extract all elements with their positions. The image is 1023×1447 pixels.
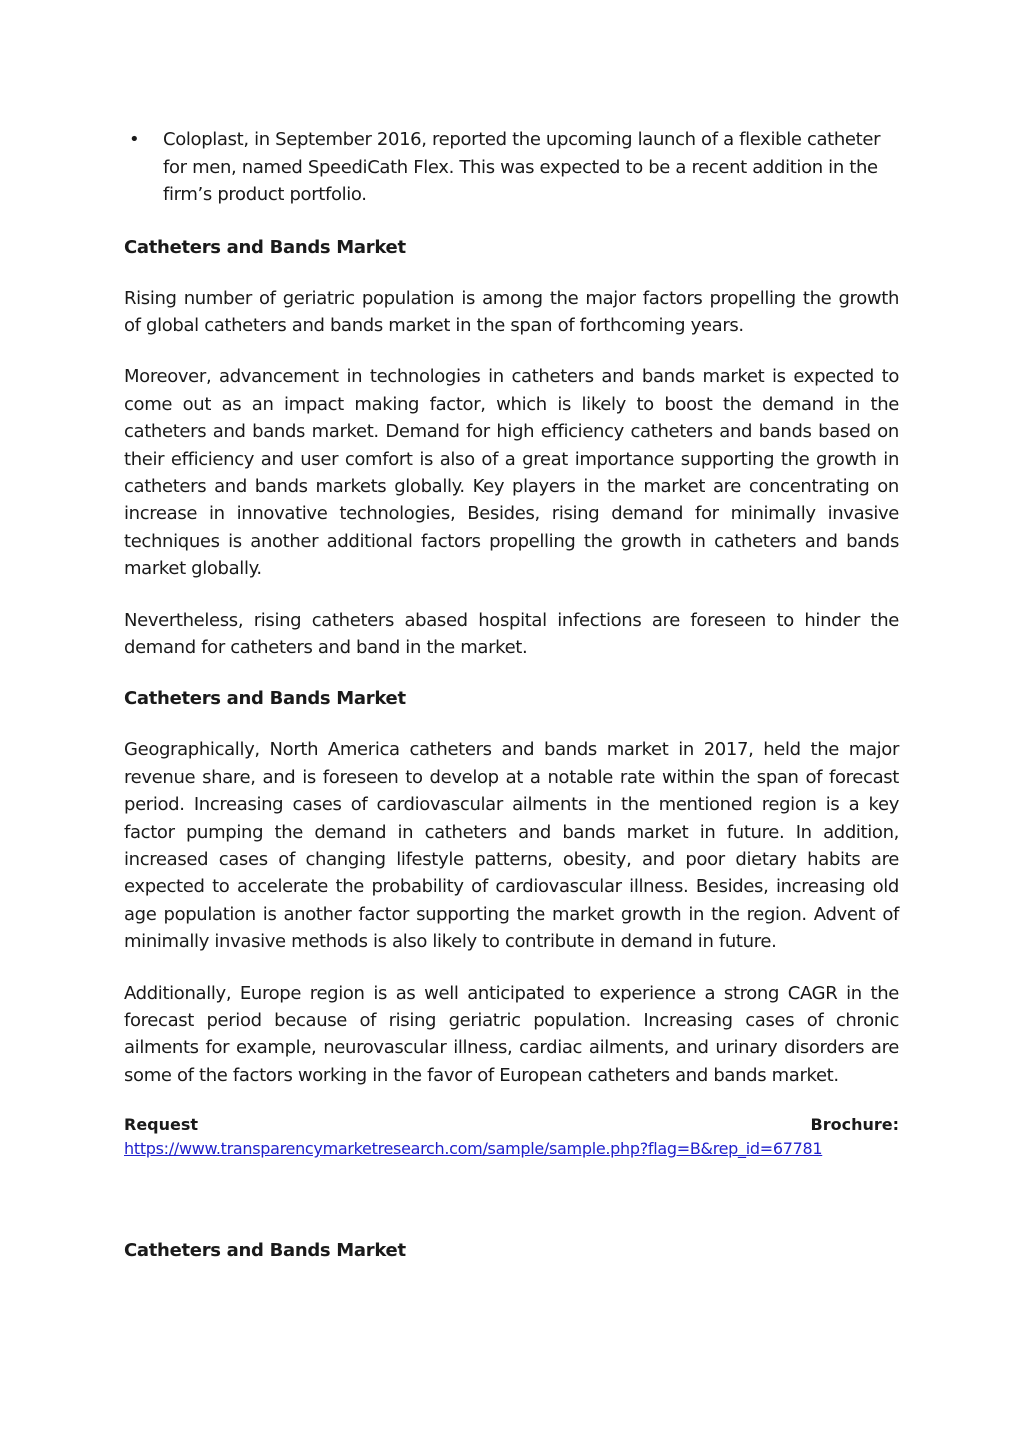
section-heading: Catheters and Bands Market	[124, 688, 406, 710]
paragraph: Additionally, Europe region is as well anticipated to experience a strong CAGR in the forecast period because of rising geriatric population. Increasing cases of chronic ailments for example, neurovascular illness, cardiac ailments, and urinary disorders are some of the factors working in the favor of European catheters and bands market.	[124, 982, 899, 1086]
paragraph: Rising number of geriatric population is among the major factors propelling the growth of global catheters and bands market in the span of forthcoming years.	[124, 287, 899, 336]
document-body	[124, 126, 899, 1161]
paragraph: Moreover, advancement in technologies in catheters and bands market is expected to come out as an impact making factor, which is likely to boost the demand in the catheters and bands market. Demand for high efficiency catheters and bands based on their efficiency and user comfort is also of a great importance supporting the growth in catheters and bands markets globally. Key players in the market are concentrating on increase in innovative technologies, Besides, rising demand for minimally invasive techniques is another additional factors propelling the growth in catheters and bands market globally.	[124, 366, 899, 580]
section-heading: Catheters and Bands Market	[124, 1240, 406, 1261]
bullet-text: Coloplast, in September 2016, reported the upcoming launch of a flexible catheter for men, named SpeediCath Flex. This was expected to be a recent addition in the firm’s product portfolio.	[163, 129, 881, 205]
bullet-item	[124, 126, 899, 209]
bullet-list	[124, 126, 899, 209]
section-heading: Catheters and Bands Market	[124, 236, 406, 258]
brochure-link[interactable]: https://www.transparencymarketresearch.com/sample/sample.php?flag=B&rep_id=67781	[124, 1139, 823, 1159]
brochure-label: Brochure:	[810, 1115, 899, 1135]
bullet-icon: •	[129, 129, 140, 150]
paragraph: Nevertheless, rising catheters abased hospital infections are foreseen to hinder the demand for catheters and band in the market.	[124, 609, 899, 658]
request-label: Request	[124, 1115, 199, 1135]
paragraph: Geographically, North America catheters and bands market in 2017, held the major revenue share, and is foreseen to develop at a notable rate within the span of forecast period. Increasing cases of cardiovascular ailments in the mentioned region is a key factor pumping the demand in catheters and bands market in future. In addition, increased cases of changing lifestyle patterns, obesity, and poor dietary habits are expected to accelerate the probability of cardiovascular illness. Besides, increasing old age population is another factor supporting the market growth in the region. Advent of minimally invasive methods is also likely to contribute in demand in future.	[124, 739, 899, 953]
request-brochure-line	[124, 1113, 899, 1137]
